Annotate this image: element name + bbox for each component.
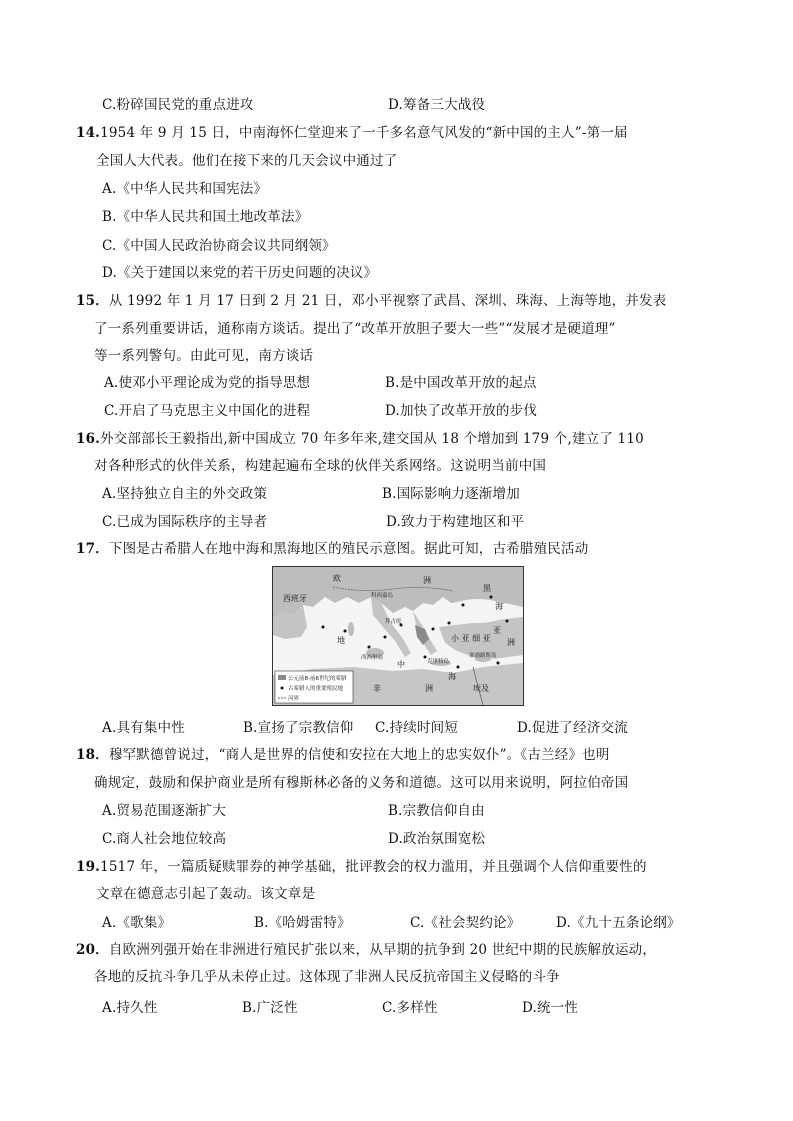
q15-option-d: D.加快了改革开放的步伐: [385, 403, 538, 419]
q15-stem-line1: [76, 292, 666, 310]
q16-option-c: C.已成为国际秩序的主导者: [102, 514, 268, 530]
q19-stem-1: 1517 年，一篇质疑赎罪券的神学基础，批评教会的权力滥用，并且强调个人信仰重要性的: [100, 859, 647, 875]
map-label-africa-1: 非: [373, 684, 381, 693]
map-label-sea-2: 海: [495, 602, 503, 611]
q16-option-d: D.致力于构建地区和平: [386, 514, 525, 530]
q19-option-a: A.《歌集》: [102, 915, 172, 931]
map-label-mid-3: 海: [448, 672, 456, 681]
q20-stem-line2: 各地的反抗斗争几乎从未停止过。这体现了非洲人民反抗帝国主义侵略的斗争: [94, 969, 560, 985]
q14-option-b: B.《中华人民共和国土地改革法》: [102, 209, 309, 225]
q17-stem-line1: [76, 540, 588, 558]
q18-option-c: C.商人社会地位较高: [102, 831, 227, 847]
q15-stem-1: 从 1992 年 1 月 17 日到 2 月 21 日，邓小平视察了武昌、深圳、珠海、上海等地，并发表: [108, 293, 667, 309]
q14-number: 14.: [76, 125, 101, 141]
map-label-crete: 克里特岛: [427, 659, 450, 665]
q18-option-a: A.贸易范围逐渐扩大: [102, 803, 227, 819]
q13-option-d: D.筹备三大战役: [388, 97, 486, 113]
q20-option-d: D.统一性: [522, 1000, 579, 1016]
q18-number: 18．: [76, 747, 109, 763]
q20-number: 20．: [76, 942, 109, 958]
q14-stem-1: 1954 年 9 月 15 日，中南海怀仁堂迎来了一千多名意气风发的“新中国的主人”-第一届: [100, 125, 628, 141]
map-legend-2: 古希腊人的重要殖民地: [288, 686, 344, 692]
q14-stem-line1: [76, 124, 628, 142]
map-label-egypt: 埃及: [473, 684, 489, 693]
q17-number: 17．: [76, 541, 109, 557]
q17-option-a: A.具有集中性: [102, 720, 185, 736]
q17-stem-1: 下图是古希腊人在地中海和黑海地区的殖民示意图。据此可知，古希腊殖民活动: [108, 541, 589, 557]
q20-option-c: C.多样性: [382, 1000, 438, 1016]
q18-option-d: D.政治氛围宽松: [388, 831, 486, 847]
q18-stem-line2: 确规定，鼓励和保护商业是所有穆斯林必备的义务和道德。这可以用来说明，阿拉伯帝国: [94, 775, 629, 791]
q19-stem-line1: [76, 858, 647, 876]
q19-option-c: C.《社会契约论》: [410, 915, 521, 931]
q17-option-b: B.宣扬了宗教信仰: [243, 720, 354, 736]
map-label-europe-2: 洲: [423, 576, 431, 585]
q19-option-b: B.《哈姆雷特》: [254, 915, 351, 931]
map-label-cyprus: 塞浦路斯岛: [469, 653, 497, 659]
q18-option-b: B.宗教信仰自由: [388, 803, 485, 819]
q14-stem-line2: 全国人大代表。他们在接下来的几天会议中通过了: [96, 153, 398, 169]
map-label-sea-1: 黑: [483, 584, 491, 593]
q16-option-a: A.坚持独立自主的外交政策: [102, 486, 268, 502]
q14-option-a: A.《中华人民共和国宪法》: [102, 181, 268, 197]
q19-stem-line2: 文章在德意志引起了轰动。该文章是: [96, 886, 316, 902]
q14-option-d: D.《关于建国以来党的若干历史问题的决议》: [102, 265, 378, 281]
q15-option-a: A.使邓小平理论成为党的指导思想: [104, 375, 311, 391]
q19-number: 19.: [76, 859, 101, 875]
map-label-mid-2: 中: [397, 660, 405, 669]
map-label-europe-1: 欧: [333, 574, 341, 583]
q15-stem-line2: 了一系列重要讲话，通称南方谈话。提出了“改革开放胆子要大一些”“发展才是硬道理”: [94, 321, 616, 337]
map-label-spain: 西班牙: [283, 594, 307, 603]
q19-option-d: D.《九十五条论纲》: [556, 915, 681, 931]
q16-stem-1: 外交部部长王毅指出,新中国成立 70 年多年来,建交国从 18 个增加到 179 个,建立了 110: [100, 431, 644, 447]
q13-option-c: C.粉碎国民党的重点进攻: [102, 97, 254, 113]
q16-stem-line1: [76, 430, 644, 448]
map-label-massalia: 科西嘉岛: [371, 593, 394, 599]
map-legend-1: 公元前8-前6世纪的希腊: [288, 676, 347, 682]
q18-stem-1: 穆罕默德曾说过，“商人是世界的信使和安拉在大地上的忠实奴仆”。《古兰经》也明: [108, 747, 610, 763]
q15-option-b: B.是中国改革开放的起点: [385, 375, 537, 391]
q15-option-c: C.开启了马克思主义中国化的进程: [104, 403, 311, 419]
map-label-mid-1: 地: [337, 636, 345, 645]
map-graphic: [273, 567, 523, 705]
q20-stem-1: 自欧洲列强开始在非洲进行殖民扩张以来，从早期的抗争到 20 世纪中期的民族解放运动，: [108, 942, 657, 958]
q14-option-c: C.《中国人民政治协商会议共同纲领》: [102, 238, 336, 254]
map-label-byzantium: 拜占庭: [385, 619, 402, 625]
greek-colonization-map: [272, 566, 524, 706]
q16-number: 16.: [76, 431, 101, 447]
q17-option-c: C.持续时间短: [375, 720, 459, 736]
q16-stem-line2: 对各种形式的伙伴关系，构建起遍布全球的伙伴关系网络。这说明当前中国: [94, 458, 547, 474]
map-label-africa-2: 洲: [425, 684, 433, 693]
q18-stem-line1: [76, 746, 610, 764]
map-legend-3: 河界: [288, 696, 300, 702]
q17-option-d: D.促进了经济交流: [517, 720, 628, 736]
map-label-asia-1: 亚: [493, 626, 501, 635]
q20-option-a: A.持久性: [102, 1000, 158, 1016]
q15-number: 15．: [76, 293, 109, 309]
q15-stem-line3: 等一系列警句。由此可见，南方谈话: [94, 348, 314, 364]
q20-option-b: B.广泛性: [242, 1000, 298, 1016]
q16-option-b: B.国际影响力逐渐增加: [382, 486, 520, 502]
map-label-minor-asia: 小 亚 细 亚: [451, 634, 491, 643]
map-label-asia-2: 洲: [507, 638, 515, 647]
q20-stem-line1: [76, 941, 656, 959]
map-label-sicily: 西西里岛: [361, 655, 384, 661]
